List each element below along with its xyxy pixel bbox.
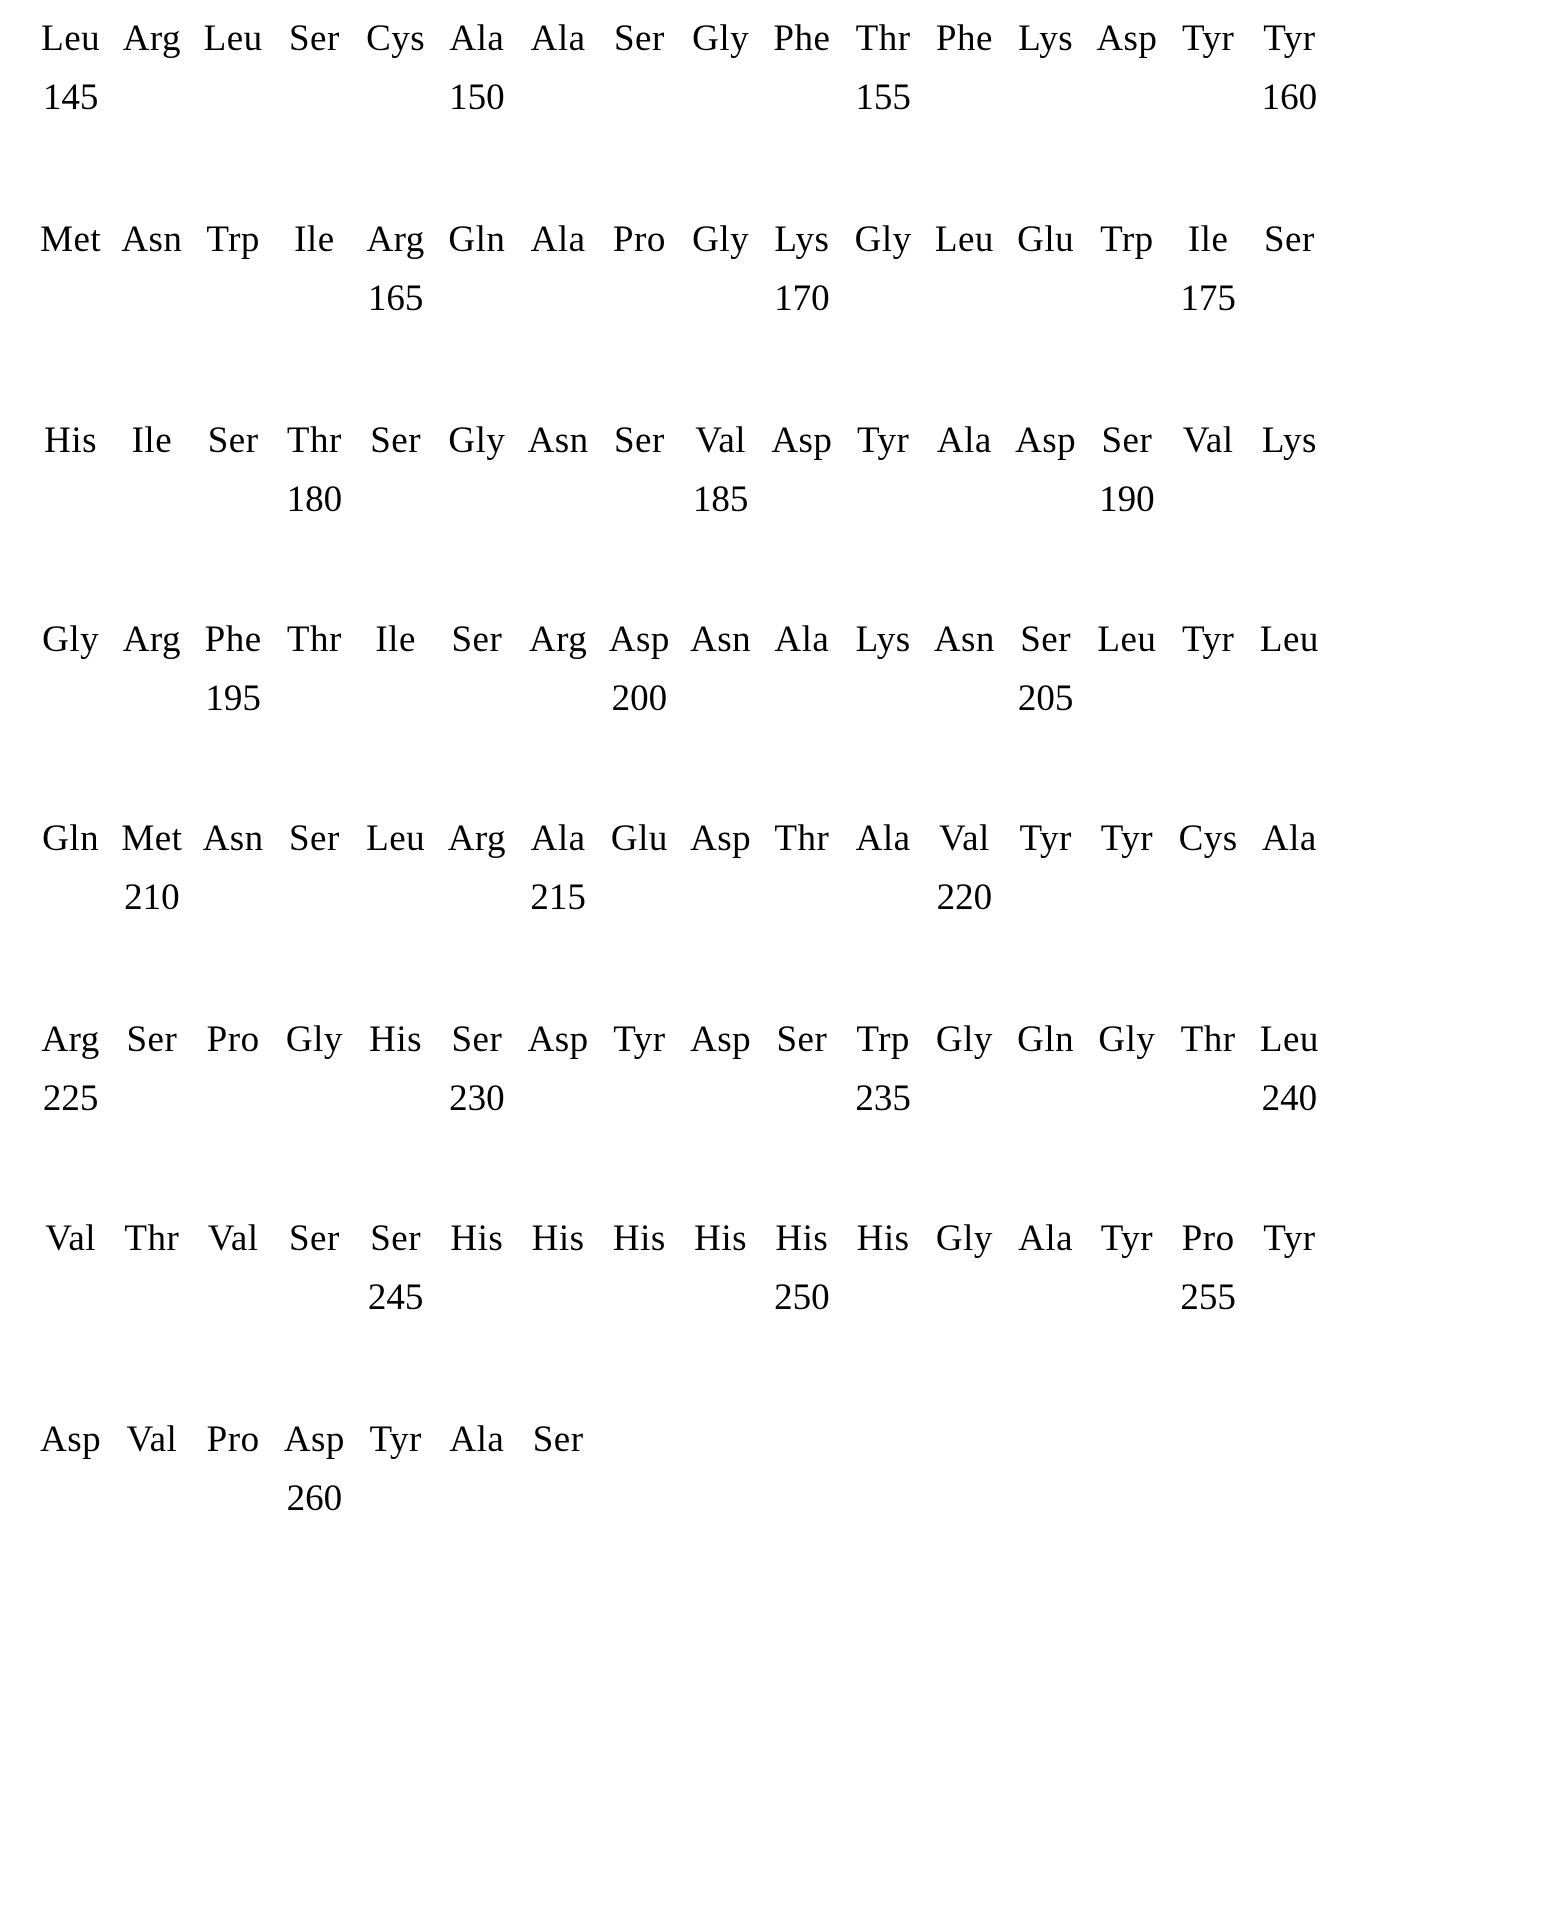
position-number: [436, 680, 517, 724]
position-number: [30, 481, 111, 525]
position-number: [599, 1080, 680, 1124]
residue: Arg: [122, 18, 182, 59]
position-number: 170: [774, 278, 830, 319]
position-number: [274, 879, 355, 923]
residue: Ser: [451, 1019, 503, 1060]
residue: Ala: [1018, 1218, 1074, 1259]
residue: Ile: [131, 420, 173, 461]
position-number-row: [30, 79, 1330, 123]
position-number: [924, 1279, 1005, 1323]
position-number: [30, 1480, 111, 1524]
residue: [761, 1421, 842, 1458]
sequence-block: [0, 1421, 1545, 1524]
position-number: [680, 280, 761, 324]
residue: Tyr: [1100, 818, 1154, 859]
residue: Gln: [448, 219, 506, 260]
residue: Ala: [449, 18, 505, 59]
position-number: [1086, 1279, 1167, 1323]
residue: Lys: [1261, 420, 1317, 461]
residue: Ser: [613, 18, 665, 59]
position-number: [1086, 79, 1167, 123]
position-number: [924, 680, 1005, 724]
block-gap: [0, 324, 1545, 422]
position-number: [30, 680, 111, 724]
position-number-row: [30, 879, 1330, 923]
residue: Val: [938, 818, 990, 859]
residue: His: [612, 1218, 666, 1259]
residue: Ala: [855, 818, 911, 859]
residue: His: [856, 1218, 910, 1259]
position-number: [761, 481, 842, 525]
sequence-block: [0, 20, 1545, 123]
residue: Asp: [1096, 18, 1158, 59]
residue: Pro: [1181, 1218, 1235, 1259]
residue-row: [30, 221, 1330, 258]
position-number: 205: [1017, 678, 1074, 719]
residue: [843, 1421, 924, 1458]
residue: Arg: [528, 619, 588, 660]
position-number: [599, 879, 680, 923]
residue: [599, 1421, 680, 1458]
block-gap: [0, 724, 1545, 820]
position-number: [761, 879, 842, 923]
residue: Lys: [1018, 18, 1074, 59]
block-gap: [0, 1323, 1545, 1421]
residue: Ala: [1261, 818, 1317, 859]
residue: Asp: [608, 619, 670, 660]
residue: Pro: [206, 1019, 260, 1060]
residue: Val: [126, 1419, 178, 1460]
residue: Val: [695, 420, 747, 461]
residue: Asn: [690, 619, 752, 660]
position-number: [193, 1080, 274, 1124]
position-number: 250: [774, 1277, 830, 1318]
residue: Lys: [855, 619, 911, 660]
residue: Thr: [1180, 1019, 1236, 1060]
position-number: 160: [1261, 77, 1318, 118]
residue: [1086, 1421, 1167, 1458]
position-number: [924, 481, 1005, 525]
position-number: [599, 280, 680, 324]
residue-row: [30, 820, 1330, 857]
residue: Asp: [40, 1419, 102, 1460]
residue: Glu: [610, 818, 668, 859]
position-number: [1249, 680, 1330, 724]
residue: Asp: [771, 420, 833, 461]
residue: Thr: [124, 1218, 180, 1259]
position-number: [274, 680, 355, 724]
residue: Phe: [773, 18, 831, 59]
position-number: [1168, 1080, 1249, 1124]
residue: Ser: [776, 1019, 828, 1060]
position-number: [924, 1080, 1005, 1124]
position-number: [111, 280, 192, 324]
position-number: [680, 1480, 761, 1524]
position-number: 260: [286, 1478, 343, 1519]
position-number: [1086, 680, 1167, 724]
position-number-row: [30, 1279, 1330, 1323]
residue: Arg: [122, 619, 182, 660]
residue: [680, 1421, 761, 1458]
position-number: [30, 1279, 111, 1323]
residue: Leu: [203, 18, 263, 59]
residue: Met: [40, 219, 102, 260]
position-number: [680, 79, 761, 123]
position-number: [1168, 879, 1249, 923]
position-number: [111, 1080, 192, 1124]
position-number: [1086, 1080, 1167, 1124]
residue: Ile: [1187, 219, 1229, 260]
position-number: [1005, 79, 1086, 123]
position-number: [843, 1480, 924, 1524]
residue: Gly: [285, 1019, 343, 1060]
residue: Leu: [1259, 619, 1319, 660]
residue-row: [30, 422, 1330, 459]
position-number: [1086, 280, 1167, 324]
position-number: [436, 1279, 517, 1323]
residue: Cys: [1178, 818, 1238, 859]
position-number: [111, 79, 192, 123]
residue: [1005, 1421, 1086, 1458]
residue: Pro: [206, 1419, 260, 1460]
residue: Tyr: [856, 420, 910, 461]
residue: Tyr: [1100, 1218, 1154, 1259]
position-number: [1168, 1480, 1249, 1524]
residue: Leu: [1259, 1019, 1319, 1060]
position-number: [599, 1480, 680, 1524]
residue: Ser: [288, 818, 340, 859]
residue: Thr: [774, 818, 830, 859]
residue: Leu: [41, 18, 101, 59]
position-number: [924, 1480, 1005, 1524]
position-number: 150: [449, 77, 505, 118]
residue-row: [30, 1220, 1330, 1257]
position-number: [843, 1279, 924, 1323]
residue: Asn: [121, 219, 183, 260]
residue: Arg: [41, 1019, 100, 1060]
position-number: [680, 1279, 761, 1323]
residue: Ser: [370, 1218, 422, 1259]
position-number: 225: [42, 1078, 99, 1119]
position-number: [1249, 879, 1330, 923]
residue: Leu: [934, 219, 994, 260]
position-number: [1005, 1279, 1086, 1323]
position-number: [193, 481, 274, 525]
residue: Asn: [527, 420, 589, 461]
block-gap: [0, 525, 1545, 621]
residue: Val: [1182, 420, 1234, 461]
position-number: [518, 1480, 599, 1524]
block-gap: [0, 1124, 1545, 1220]
residue: Ser: [126, 1019, 178, 1060]
residue: Leu: [366, 818, 426, 859]
position-number: [355, 680, 436, 724]
position-number-row: [30, 680, 1330, 724]
position-number: [1249, 481, 1330, 525]
residue: Ala: [530, 219, 586, 260]
residue: Met: [121, 818, 183, 859]
position-number: 255: [1180, 1277, 1236, 1318]
residue: Ile: [375, 619, 416, 660]
residue: Gly: [935, 1218, 993, 1259]
residue: Thr: [286, 619, 342, 660]
position-number: [274, 280, 355, 324]
residue: Tyr: [613, 1019, 666, 1060]
residue: Ser: [207, 420, 259, 461]
residue: [1249, 1421, 1330, 1458]
position-number: 165: [367, 278, 424, 319]
residue: Gly: [1098, 1019, 1156, 1060]
position-number: [193, 280, 274, 324]
residue: Gly: [854, 219, 912, 260]
position-number: [1249, 280, 1330, 324]
position-number: [355, 1080, 436, 1124]
residue-row: [30, 1421, 1330, 1458]
position-number: [761, 1080, 842, 1124]
position-number: [193, 879, 274, 923]
position-number: 220: [936, 877, 993, 918]
residue: Lys: [774, 219, 830, 260]
position-number: [1086, 1480, 1167, 1524]
residue: Cys: [366, 18, 426, 59]
position-number: [436, 879, 517, 923]
residue: Tyr: [1181, 619, 1235, 660]
position-number: [518, 1279, 599, 1323]
residue: Asn: [933, 619, 995, 660]
position-number: 155: [855, 77, 911, 118]
residue: Asp: [527, 1019, 589, 1060]
residue: Arg: [366, 219, 425, 260]
residue: Gly: [692, 18, 750, 59]
position-number: [355, 481, 436, 525]
residue: Ser: [1020, 619, 1072, 660]
sequence-block: [0, 1220, 1545, 1323]
residue: Ser: [451, 619, 503, 660]
position-number: [355, 1480, 436, 1524]
residue-row: [30, 1021, 1330, 1058]
position-number: [761, 680, 842, 724]
position-number: 185: [692, 479, 749, 520]
residue: His: [450, 1218, 504, 1259]
position-number: [274, 79, 355, 123]
residue: Asp: [690, 818, 752, 859]
residue: Ser: [532, 1419, 584, 1460]
position-number: [843, 680, 924, 724]
residue: Trp: [856, 1019, 910, 1060]
position-number: [924, 79, 1005, 123]
position-number-row: [30, 280, 1330, 324]
position-number: [761, 79, 842, 123]
residue: Gly: [448, 420, 506, 461]
position-number: [111, 1279, 192, 1323]
residue: Tyr: [1019, 818, 1072, 859]
position-number-row: [30, 1480, 1330, 1524]
position-number: [761, 1480, 842, 1524]
residue: Asp: [690, 1019, 752, 1060]
residue: Pro: [612, 219, 666, 260]
position-number: [518, 481, 599, 525]
residue: Tyr: [1263, 1218, 1316, 1259]
residue: His: [369, 1019, 423, 1060]
position-number: [436, 280, 517, 324]
position-number: [843, 280, 924, 324]
position-number: 175: [1180, 278, 1236, 319]
position-number: [193, 1480, 274, 1524]
position-number: [1249, 1480, 1330, 1524]
residue: [924, 1421, 1005, 1458]
sequence-block: [0, 221, 1545, 324]
residue: Ala: [530, 818, 586, 859]
position-number-row: [30, 481, 1330, 525]
position-number: [1005, 481, 1086, 525]
position-number: [274, 1080, 355, 1124]
residue-row: [30, 20, 1330, 57]
residue: Thr: [286, 420, 342, 461]
position-number: [355, 79, 436, 123]
position-number: [599, 1279, 680, 1323]
position-number: 190: [1099, 479, 1155, 520]
position-number: 215: [530, 877, 586, 918]
position-number: [436, 1480, 517, 1524]
position-number: 180: [286, 479, 343, 520]
residue: Ala: [936, 420, 992, 461]
position-number: 195: [205, 678, 261, 719]
position-number: [1168, 79, 1249, 123]
position-number: [599, 481, 680, 525]
position-number: [1005, 280, 1086, 324]
position-number: 240: [1261, 1078, 1318, 1119]
residue: Gln: [1017, 1019, 1075, 1060]
position-number: [924, 280, 1005, 324]
position-number: 210: [124, 877, 180, 918]
position-number: [680, 680, 761, 724]
residue: Asp: [283, 1419, 345, 1460]
position-number: [111, 680, 192, 724]
position-number: [1086, 879, 1167, 923]
residue-row: [30, 621, 1330, 658]
residue: Trp: [206, 219, 260, 260]
residue: Leu: [1097, 619, 1157, 660]
residue: Phe: [204, 619, 262, 660]
position-number: [436, 481, 517, 525]
position-number: [518, 79, 599, 123]
residue: Ser: [1263, 219, 1315, 260]
position-number: [1249, 1279, 1330, 1323]
position-number: [1005, 1480, 1086, 1524]
residue: Ala: [530, 18, 586, 59]
position-number: [1168, 680, 1249, 724]
sequence-block: [0, 621, 1545, 724]
block-gap: [0, 123, 1545, 221]
residue: Tyr: [1181, 18, 1235, 59]
residue: Trp: [1100, 219, 1154, 260]
residue: Val: [45, 1218, 97, 1259]
position-number: [1005, 879, 1086, 923]
position-number: 230: [449, 1078, 505, 1119]
residue: His: [775, 1218, 829, 1259]
position-number: [1005, 1080, 1086, 1124]
residue: Gly: [935, 1019, 993, 1060]
position-number: [599, 79, 680, 123]
position-number: [843, 879, 924, 923]
residue: His: [531, 1218, 585, 1259]
residue: Asn: [202, 818, 264, 859]
residue: Thr: [855, 18, 911, 59]
position-number: [518, 280, 599, 324]
residue: Gly: [42, 619, 100, 660]
position-number: [111, 1480, 192, 1524]
residue: His: [694, 1218, 748, 1259]
residue: Ser: [370, 420, 422, 461]
position-number: [680, 1080, 761, 1124]
position-number: [30, 280, 111, 324]
residue: Phe: [935, 18, 993, 59]
position-number: 200: [611, 678, 668, 719]
sequence-block: [0, 820, 1545, 923]
position-number: [30, 879, 111, 923]
position-number: 245: [367, 1277, 424, 1318]
residue: Ile: [294, 219, 335, 260]
residue: Ser: [613, 420, 665, 461]
position-number: [355, 879, 436, 923]
residue: Tyr: [1263, 18, 1316, 59]
residue: Asp: [1015, 420, 1077, 461]
residue: Ser: [288, 18, 340, 59]
residue: Gly: [692, 219, 750, 260]
residue: His: [44, 420, 98, 461]
residue: Tyr: [369, 1419, 422, 1460]
position-number: [193, 79, 274, 123]
residue: Gln: [42, 818, 100, 859]
position-number: [843, 481, 924, 525]
residue: Ala: [449, 1419, 505, 1460]
sequence-block: [0, 1021, 1545, 1124]
position-number: [518, 680, 599, 724]
block-gap: [0, 923, 1545, 1021]
sequence-block: [0, 422, 1545, 525]
position-number: [193, 1279, 274, 1323]
position-number: 145: [42, 77, 99, 118]
residue: [1168, 1421, 1249, 1458]
residue: Ala: [774, 619, 830, 660]
residue: Arg: [447, 818, 507, 859]
position-number: 235: [855, 1078, 911, 1119]
position-number: [680, 879, 761, 923]
residue: Ser: [288, 1218, 340, 1259]
position-number: [111, 481, 192, 525]
position-number-row: [30, 1080, 1330, 1124]
residue: Glu: [1017, 219, 1075, 260]
position-number: [1168, 481, 1249, 525]
position-number: [518, 1080, 599, 1124]
position-number: [274, 1279, 355, 1323]
residue: Val: [207, 1218, 259, 1259]
residue: Ser: [1101, 420, 1153, 461]
